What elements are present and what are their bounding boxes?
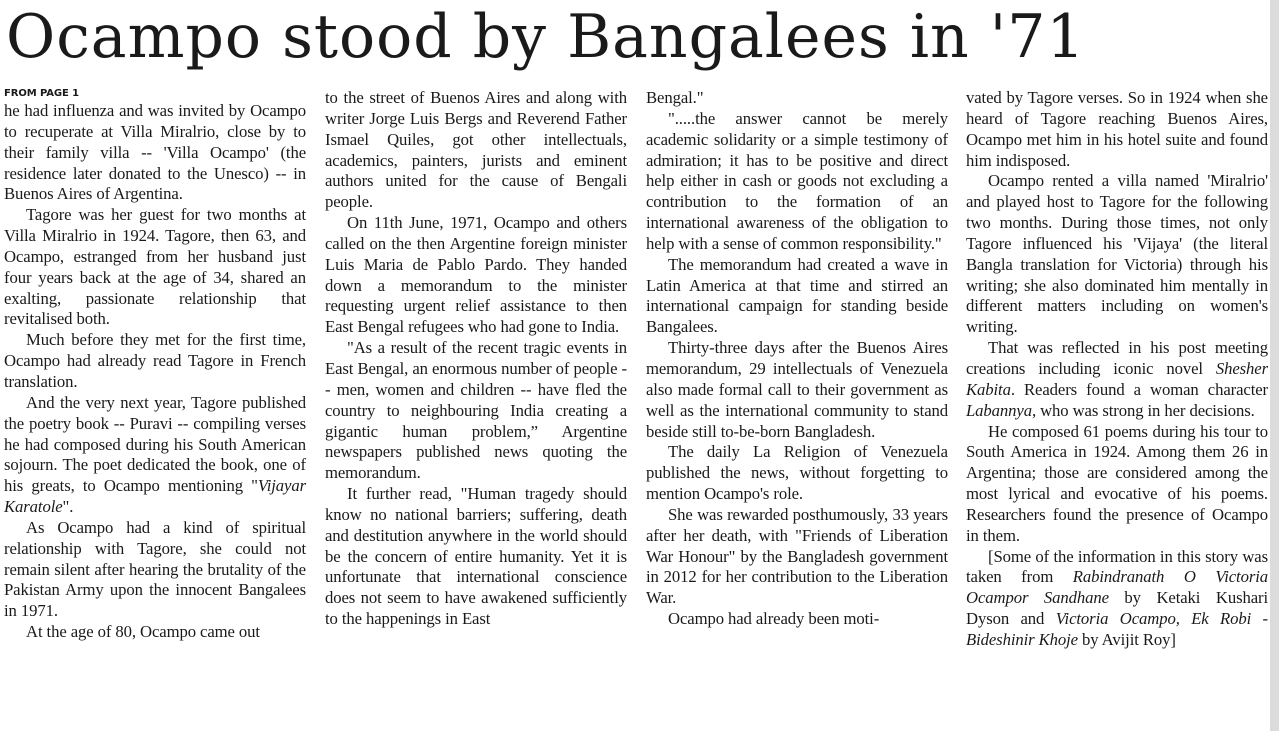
- text-run: The daily La Religion of Venezuela published the news, without forgetting to mention Ocampo's role.: [646, 442, 948, 504]
- paragraph: [4, 518, 306, 622]
- text-run: to the street of Buenos Aires and along with writer Jorge Luis Bergs and Reverend Father Ismael Quiles, got other intellectuals, academics, painters, jurists and eminent authors united for the cause of Bengali people.: [325, 88, 627, 212]
- text-run: The memorandum had created a wave in Latin America at that time and stirred an international campaign for standing beside Bangalees.: [646, 254, 948, 337]
- text-run: And the very next year, Tagore published the poetry book -- Puravi -- compiling verses he had composed during his South American sojourn. The poet dedicated the book, one of his greats, to Ocampo mentioning ": [4, 392, 306, 496]
- text-run: by Ketaki Kushari Dyson and: [966, 588, 1269, 629]
- text-run: [Some of the information in this story was taken from: [966, 546, 1268, 587]
- paragraph: [325, 338, 627, 484]
- text-run: by Avijit Roy]: [1077, 629, 1176, 649]
- paragraph: [4, 393, 306, 518]
- text-run: Bengal.": [646, 88, 704, 107]
- italic-title: Victoria Ocampo, Ek Robi -Bideshinir Khoje: [966, 609, 1268, 649]
- paragraph: [325, 213, 627, 338]
- italic-title: Rabindranath O Victoria Ocampor Sandhane: [966, 567, 1268, 608]
- paragraph: [966, 338, 1268, 421]
- paragraph: [966, 171, 1268, 338]
- italic-title: Vijayar Karatole: [4, 476, 306, 517]
- text-run: , who was strong in her decisions.: [1031, 400, 1255, 420]
- paragraph: [646, 255, 948, 338]
- text-run: vated by Tagore verses. So in 1924 when she heard of Tagore reaching Buenos Aires, Ocampo met him in his hotel suite and found him indisposed.: [966, 88, 1268, 170]
- article-column-1: [4, 86, 306, 643]
- paragraph: [646, 109, 948, 255]
- text-run: Thirty-three days after the Buenos Aires memorandum, 29 intellectuals of Venezuela also made formal call to their government as well as the international community to stand beside still to-be-born Bangladesh.: [646, 338, 948, 441]
- paragraph: [4, 101, 306, 205]
- italic-title: Shesher Kabita: [966, 358, 1268, 399]
- scrollbar[interactable]: [1270, 0, 1279, 731]
- paragraph: [646, 338, 948, 442]
- text-run: On 11th June, 1971, Ocampo and others called on the then Argentine foreign minister Luis Maria de Pablo Pardo. They handed down a memorandum to the minister requesting urgent relief assistance to then East Bengal refugees who had gone to India.: [325, 213, 627, 337]
- text-run: At the age of 80, Ocampo came out: [26, 622, 260, 642]
- paragraph: [646, 505, 948, 609]
- article-column-3: [646, 88, 948, 630]
- text-run: Much before they met for the first time, Ocampo had already read Tagore in French translation.: [4, 330, 306, 391]
- paragraph: [966, 422, 1268, 547]
- text-run: It further read, "Human tragedy should know no national barriers; suffering, death and destitution anywhere in the world should be the concern of entire humanity. Yet it is unfortunate that international conscience does not seem to have awakened sufficiently to the happenings in East: [325, 484, 627, 629]
- paragraph: [325, 88, 627, 213]
- paragraph: [4, 205, 306, 330]
- text-run: As Ocampo had a kind of spiritual relationship with Tagore, she could not remain silent after hearing the brutality of the Pakistan Army upon the innocent Bangalees in 1971.: [4, 517, 306, 621]
- text-run: "As a result of the recent tragic events in East Bengal, an enormous number of people -- men, women and children -- have fled the country to neighbouring India creating a gigantic human problem,” Argentine newspapers published news quoting the memorandum.: [325, 338, 627, 483]
- paragraph: [325, 484, 627, 630]
- text-run: he had influenza and was invited by Ocampo to recuperate at Villa Miralrio, close by to their family villa -- 'Villa Ocampo' (the residence later donated to the Unesco) -- in Buenos Aires of Argentina.: [4, 101, 306, 204]
- paragraph: [966, 547, 1268, 651]
- paragraph: [4, 622, 306, 643]
- text-run: . Readers found a woman character: [1010, 379, 1268, 399]
- paragraph: [646, 442, 948, 505]
- text-run: ".....the answer cannot be merely academic solidarity or a simple testimony of admiration; it has to be positive and direct help either in cash or goods not excluding a contribution to the formation of an international awareness of the obligation to help with a sense of common responsibility.": [646, 108, 948, 253]
- text-run: ".: [62, 497, 74, 517]
- text-run: Ocampo rented a villa named 'Miralrio' and played host to Tagore for the following two months. During those times, not only Tagore influenced his 'Vijaya' (the literal Bangla translation for Victoria) through his writing; she also dominated him mentally in different matters including on women's writing.: [966, 171, 1268, 337]
- paragraph: [966, 88, 1268, 171]
- headline: Ocampo stood by Bangalees in '71: [6, 2, 1086, 72]
- continued-from-label: FROM PAGE 1: [4, 88, 79, 99]
- text-run: He composed 61 poems during his tour to South America in 1924. Among them 26 in Argentina; those are considered among the most lyrical and evocative of his poems. Researchers found the presence of Ocampo in them.: [966, 421, 1268, 545]
- text-run: That was reflected in his post meeting creations including iconic novel: [966, 338, 1268, 378]
- text-run: She was rewarded posthumously, 33 years after her death, with "Friends of Liberation War Honour" by the Bangladesh government in 2012 for her contribution to the Liberation War.: [646, 504, 948, 608]
- italic-title: Labannya: [966, 400, 1032, 420]
- paragraph: [646, 88, 948, 109]
- text-run: Tagore was her guest for two months at Villa Miralrio in 1924. Tagore, then 63, and Ocampo, estranged from her husband just four years back at the age of 34, shared an exalting, passionate relationship that revitalised both.: [4, 205, 306, 329]
- article-column-4: [966, 88, 1268, 651]
- paragraph: [4, 330, 306, 393]
- paragraph: [646, 609, 948, 630]
- article-column-2: [325, 88, 627, 630]
- text-run: Ocampo had already been moti-: [668, 609, 880, 629]
